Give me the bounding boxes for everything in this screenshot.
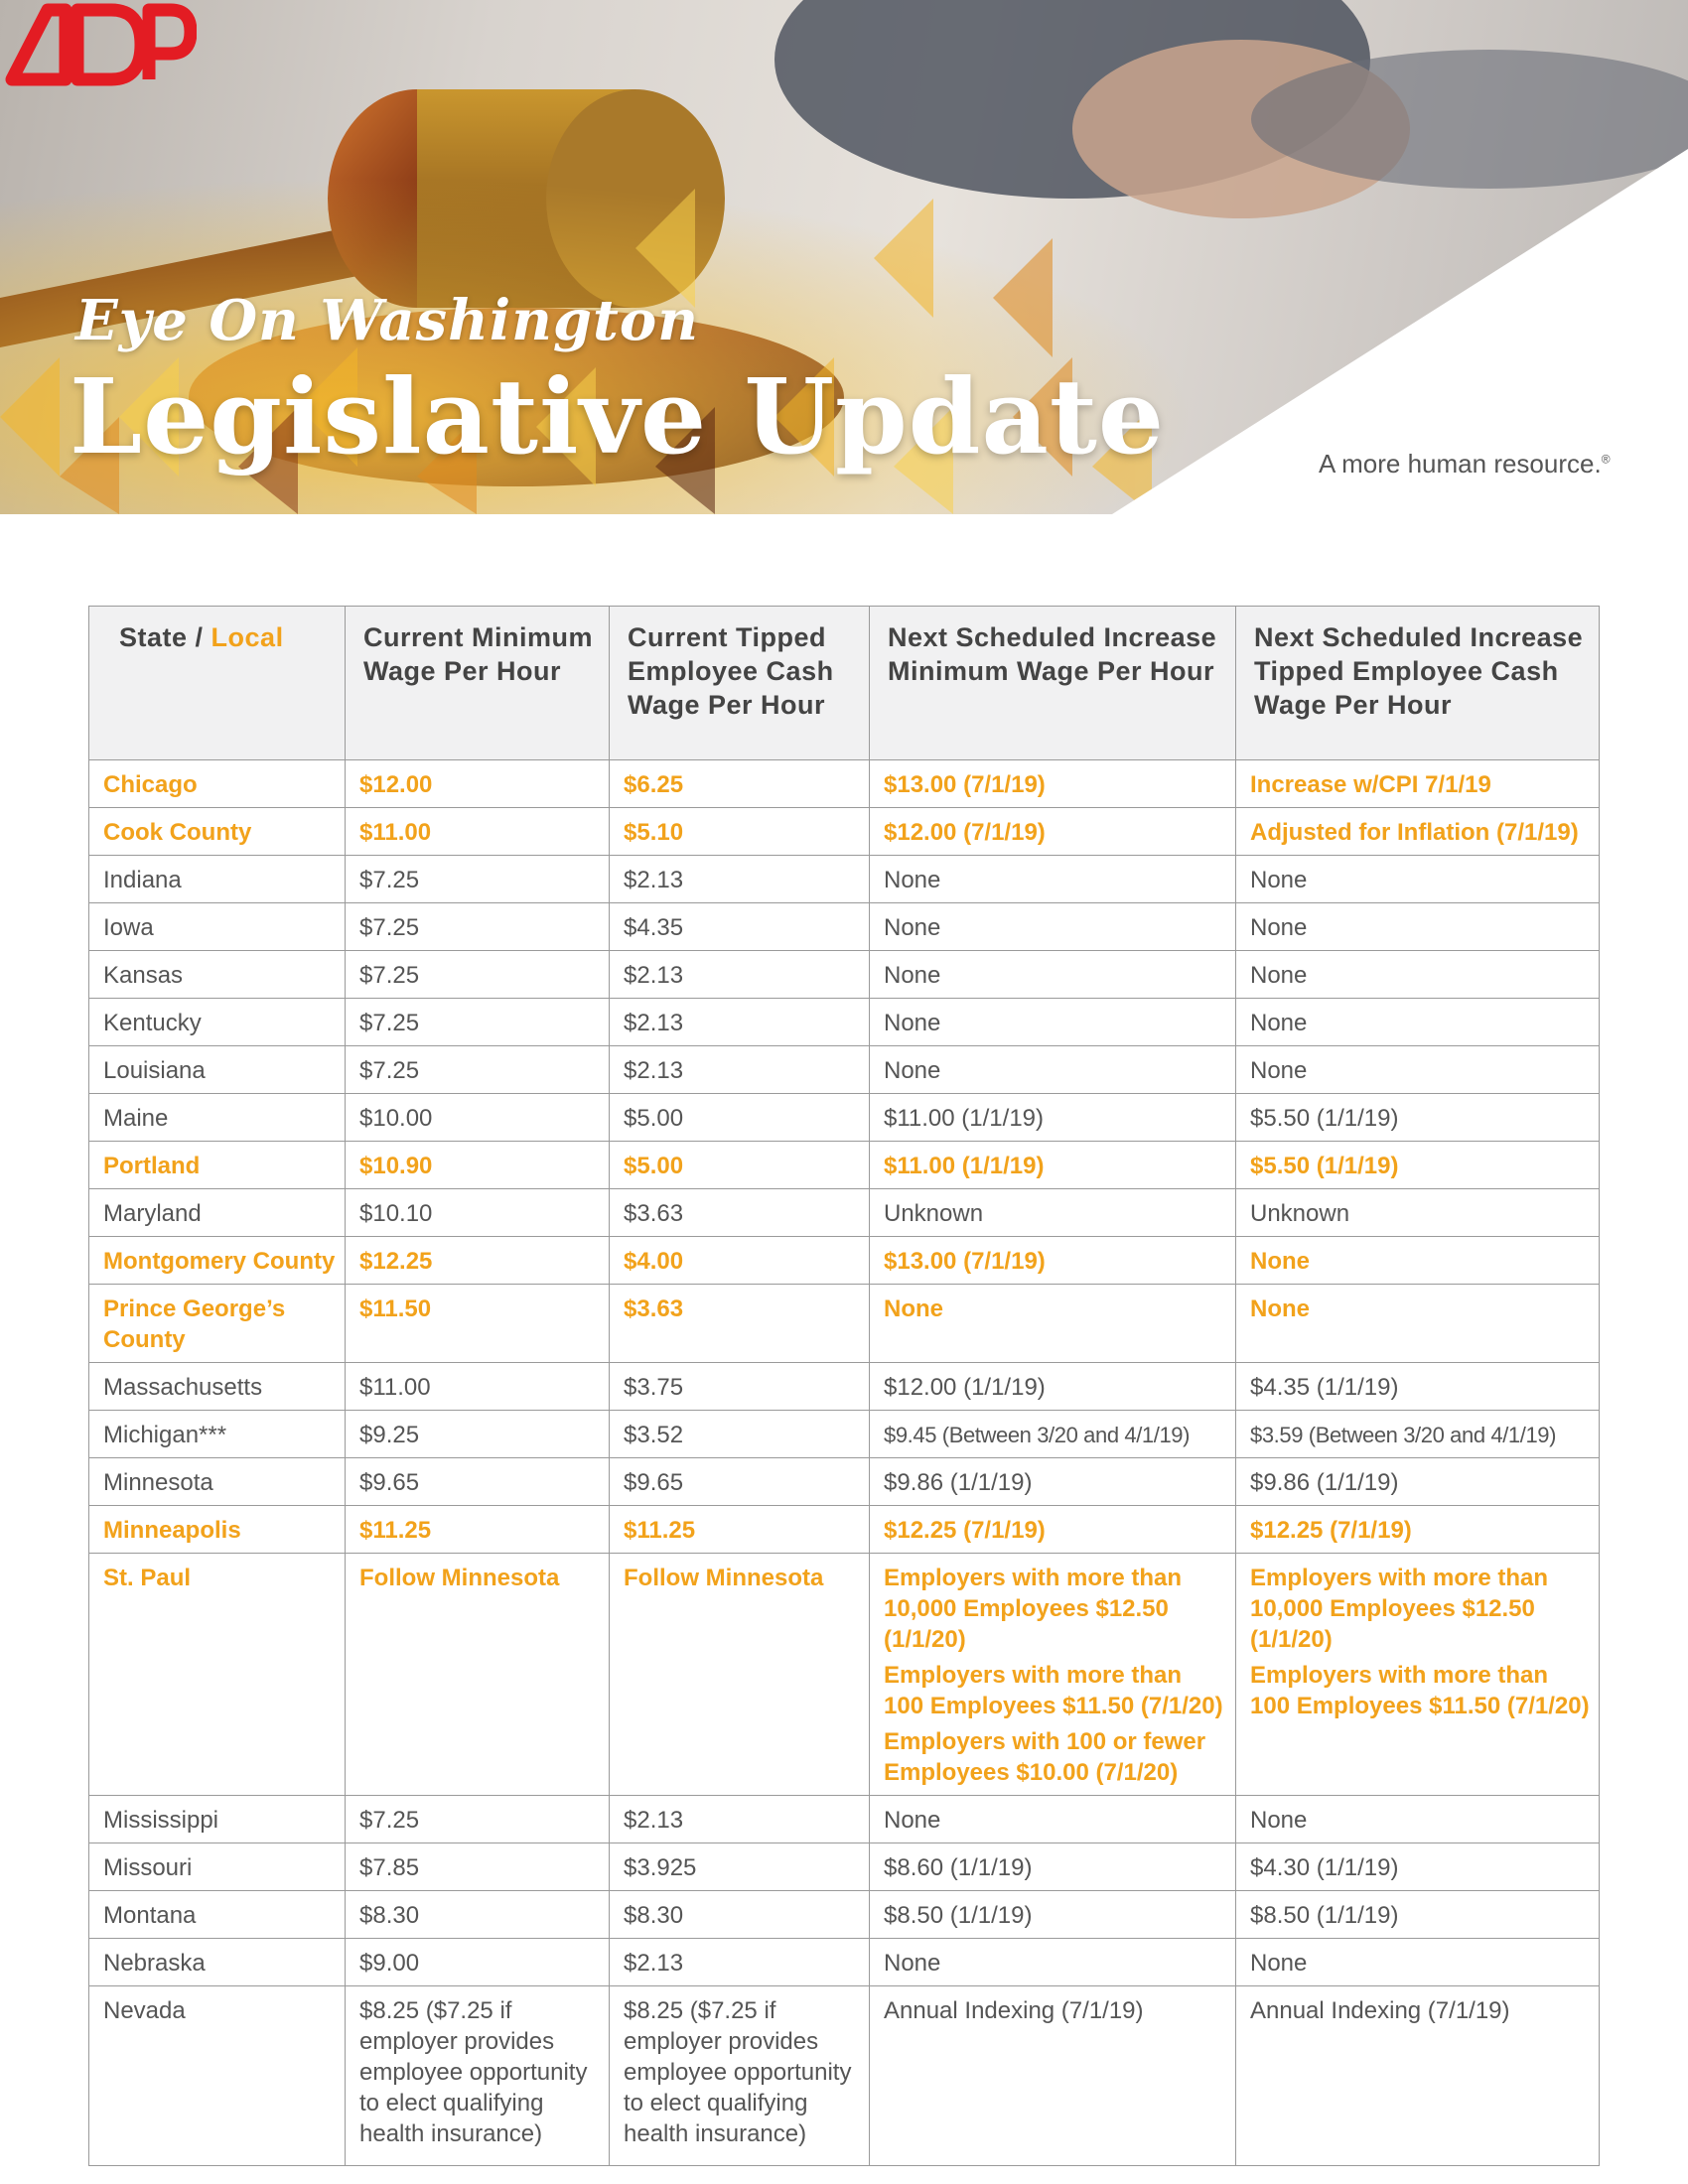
table-row	[89, 1986, 1600, 2166]
current-min-cell: Follow Minnesota	[346, 1554, 610, 1796]
current-min-cell: $10.90	[346, 1142, 610, 1189]
next-min-cell: None	[870, 1796, 1236, 1843]
current-tipped-cell: $2.13	[610, 951, 870, 999]
table-row	[89, 999, 1600, 1046]
next-tipped-cell: Adjusted for Inflation (7/1/19)	[1236, 808, 1600, 856]
state-cell: Nebraska	[89, 1939, 346, 1986]
current-min-cell: $9.65	[346, 1458, 610, 1506]
table-row	[89, 1285, 1600, 1363]
current-tipped-cell: $5.00	[610, 1094, 870, 1142]
current-min-cell: $12.00	[346, 760, 610, 808]
state-cell: Kentucky	[89, 999, 346, 1046]
next-tipped-cell: Unknown	[1236, 1189, 1600, 1237]
current-min-cell: $11.25	[346, 1506, 610, 1554]
state-cell: Prince George’s County	[89, 1285, 346, 1363]
current-tipped-cell: $3.52	[610, 1411, 870, 1458]
column-header-current-min: Current Minimum Wage Per Hour	[346, 607, 610, 760]
next-min-cell: $8.50 (1/1/19)	[870, 1891, 1236, 1939]
state-cell: Missouri	[89, 1843, 346, 1891]
current-tipped-cell: $3.925	[610, 1843, 870, 1891]
next-tipped-cell	[1236, 1554, 1600, 1796]
next-min-tier: Employers with more than 10,000 Employees $12.50 (1/1/20)	[884, 1565, 1183, 1653]
state-cell: Indiana	[89, 856, 346, 903]
next-tipped-cell: None	[1236, 1939, 1600, 1986]
current-min-cell: $10.10	[346, 1189, 610, 1237]
next-min-cell: $12.00 (7/1/19)	[870, 808, 1236, 856]
next-min-cell: None	[870, 903, 1236, 951]
next-min-cell: None	[870, 951, 1236, 999]
next-tipped-cell: None	[1236, 1285, 1600, 1363]
table-row	[89, 1891, 1600, 1939]
current-tipped-cell: $2.13	[610, 1796, 870, 1843]
minimum-wage-table	[88, 606, 1600, 2166]
current-min-cell: $7.25	[346, 951, 610, 999]
state-cell: Michigan***	[89, 1411, 346, 1458]
state-cell: Minnesota	[89, 1458, 346, 1506]
current-tipped-cell: $9.65	[610, 1458, 870, 1506]
current-tipped-cell: $2.13	[610, 1939, 870, 1986]
next-min-cell: $8.60 (1/1/19)	[870, 1843, 1236, 1891]
current-min-cell: $11.50	[346, 1285, 610, 1363]
current-tipped-cell: $2.13	[610, 856, 870, 903]
current-min-cell: $8.30	[346, 1891, 610, 1939]
current-tipped-cell: $6.25	[610, 760, 870, 808]
state-cell: Iowa	[89, 903, 346, 951]
next-min-cell: $9.45 (Between 3/20 and 4/1/19)	[870, 1411, 1236, 1458]
current-tipped-cell: $8.30	[610, 1891, 870, 1939]
next-tipped-tier: Employers with more than 100 Employees $11.50 (7/1/20)	[1250, 1662, 1590, 1719]
current-min-cell: $9.25	[346, 1411, 610, 1458]
current-tipped-cell: $8.25 ($7.25 if employer provides employee opportunity to elect qualifying health insurance)	[610, 1986, 870, 2166]
current-min-cell: $7.25	[346, 856, 610, 903]
state-cell: Mississippi	[89, 1796, 346, 1843]
next-tipped-cell: None	[1236, 951, 1600, 999]
header-banner	[0, 0, 1688, 514]
next-min-cell: None	[870, 999, 1236, 1046]
current-tipped-cell: $3.63	[610, 1189, 870, 1237]
column-header-state: State / Local	[89, 607, 346, 760]
current-tipped-cell: $11.25	[610, 1506, 870, 1554]
table-row	[89, 1237, 1600, 1285]
state-cell: Kansas	[89, 951, 346, 999]
table-row	[89, 1142, 1600, 1189]
next-tipped-cell: $8.50 (1/1/19)	[1236, 1891, 1600, 1939]
current-tipped-cell: Follow Minnesota	[610, 1554, 870, 1796]
current-tipped-cell: $2.13	[610, 999, 870, 1046]
next-min-cell	[870, 1554, 1236, 1796]
state-cell: Maine	[89, 1094, 346, 1142]
table-row	[89, 903, 1600, 951]
next-min-tier: Employers with 100 or fewer Employees $10.00 (7/1/20)	[884, 1728, 1206, 1786]
current-min-cell: $7.25	[346, 1046, 610, 1094]
current-min-cell: $11.00	[346, 1363, 610, 1411]
current-min-cell: $10.00	[346, 1094, 610, 1142]
next-tipped-cell: $9.86 (1/1/19)	[1236, 1458, 1600, 1506]
next-min-cell: $12.00 (1/1/19)	[870, 1363, 1236, 1411]
next-tipped-cell: Annual Indexing (7/1/19)	[1236, 1986, 1600, 2166]
column-header-current-tipped: Current Tipped Employee Cash Wage Per Hour	[610, 607, 870, 760]
table-row	[89, 856, 1600, 903]
next-min-cell: $11.00 (1/1/19)	[870, 1094, 1236, 1142]
next-min-tier: Employers with more than 100 Employees $11.50 (7/1/20)	[884, 1662, 1223, 1719]
next-tipped-cell: None	[1236, 1796, 1600, 1843]
table-row	[89, 1506, 1600, 1554]
current-min-cell: $12.25	[346, 1237, 610, 1285]
next-tipped-cell: None	[1236, 1237, 1600, 1285]
next-min-cell: Unknown	[870, 1189, 1236, 1237]
state-cell: Massachusetts	[89, 1363, 346, 1411]
state-cell: Maryland	[89, 1189, 346, 1237]
state-cell: Louisiana	[89, 1046, 346, 1094]
table-row	[89, 1554, 1600, 1796]
next-min-cell: None	[870, 1046, 1236, 1094]
next-tipped-tier: Employers with more than 10,000 Employees $12.50 (1/1/20)	[1250, 1565, 1549, 1653]
next-tipped-cell: Increase w/CPI 7/1/19	[1236, 760, 1600, 808]
next-tipped-cell: None	[1236, 903, 1600, 951]
table-row	[89, 1458, 1600, 1506]
next-min-cell: None	[870, 1939, 1236, 1986]
eyebrow-title: Eye On Washington	[75, 288, 699, 353]
current-min-cell: $11.00	[346, 808, 610, 856]
next-tipped-cell: $3.59 (Between 3/20 and 4/1/19)	[1236, 1411, 1600, 1458]
table-row	[89, 951, 1600, 999]
table-row	[89, 1411, 1600, 1458]
state-cell: Cook County	[89, 808, 346, 856]
state-cell: St. Paul	[89, 1554, 346, 1796]
current-tipped-cell: $4.35	[610, 903, 870, 951]
current-tipped-cell: $5.00	[610, 1142, 870, 1189]
state-cell: Minneapolis	[89, 1506, 346, 1554]
table-row	[89, 1939, 1600, 1986]
next-min-cell: $11.00 (1/1/19)	[870, 1142, 1236, 1189]
column-header-next-tipped: Next Scheduled Increase Tipped Employee Cash Wage Per Hour	[1236, 607, 1600, 760]
table-row	[89, 1843, 1600, 1891]
table-row	[89, 1046, 1600, 1094]
next-min-cell: $12.25 (7/1/19)	[870, 1506, 1236, 1554]
next-tipped-cell: $5.50 (1/1/19)	[1236, 1142, 1600, 1189]
table-row	[89, 1094, 1600, 1142]
next-tipped-cell: None	[1236, 856, 1600, 903]
next-tipped-cell: $4.35 (1/1/19)	[1236, 1363, 1600, 1411]
next-tipped-cell: None	[1236, 999, 1600, 1046]
current-min-cell: $7.85	[346, 1843, 610, 1891]
next-tipped-cell: $5.50 (1/1/19)	[1236, 1094, 1600, 1142]
current-tipped-cell: $4.00	[610, 1237, 870, 1285]
next-tipped-cell: $12.25 (7/1/19)	[1236, 1506, 1600, 1554]
table-row	[89, 1363, 1600, 1411]
current-tipped-cell: $2.13	[610, 1046, 870, 1094]
table-row	[89, 1796, 1600, 1843]
state-cell: Montana	[89, 1891, 346, 1939]
next-min-cell: $13.00 (7/1/19)	[870, 1237, 1236, 1285]
table-row	[89, 808, 1600, 856]
table-row	[89, 760, 1600, 808]
current-min-cell: $7.25	[346, 903, 610, 951]
current-tipped-cell: $3.75	[610, 1363, 870, 1411]
next-min-cell: $13.00 (7/1/19)	[870, 760, 1236, 808]
adp-logo	[0, 0, 197, 89]
table-header-row	[89, 607, 1600, 760]
state-cell: Chicago	[89, 760, 346, 808]
current-tipped-cell: $3.63	[610, 1285, 870, 1363]
next-min-cell: $9.86 (1/1/19)	[870, 1458, 1236, 1506]
column-header-next-min: Next Scheduled Increase Minimum Wage Per Hour	[870, 607, 1236, 760]
state-cell: Nevada	[89, 1986, 346, 2166]
next-min-cell: Annual Indexing (7/1/19)	[870, 1986, 1236, 2166]
state-cell: Portland	[89, 1142, 346, 1189]
next-min-cell: None	[870, 1285, 1236, 1363]
next-min-cell: None	[870, 856, 1236, 903]
next-tipped-cell: $4.30 (1/1/19)	[1236, 1843, 1600, 1891]
current-tipped-cell: $5.10	[610, 808, 870, 856]
current-min-cell: $9.00	[346, 1939, 610, 1986]
state-cell: Montgomery County	[89, 1237, 346, 1285]
tagline: A more human resource.®	[1319, 449, 1611, 478]
current-min-cell: $7.25	[346, 1796, 610, 1843]
current-min-cell: $7.25	[346, 999, 610, 1046]
current-min-cell: $8.25 ($7.25 if employer provides employee opportunity to elect qualifying health insurance)	[346, 1986, 610, 2166]
next-tipped-cell: None	[1236, 1046, 1600, 1094]
table-row	[89, 1189, 1600, 1237]
page-title: Legislative Update	[70, 355, 1166, 478]
